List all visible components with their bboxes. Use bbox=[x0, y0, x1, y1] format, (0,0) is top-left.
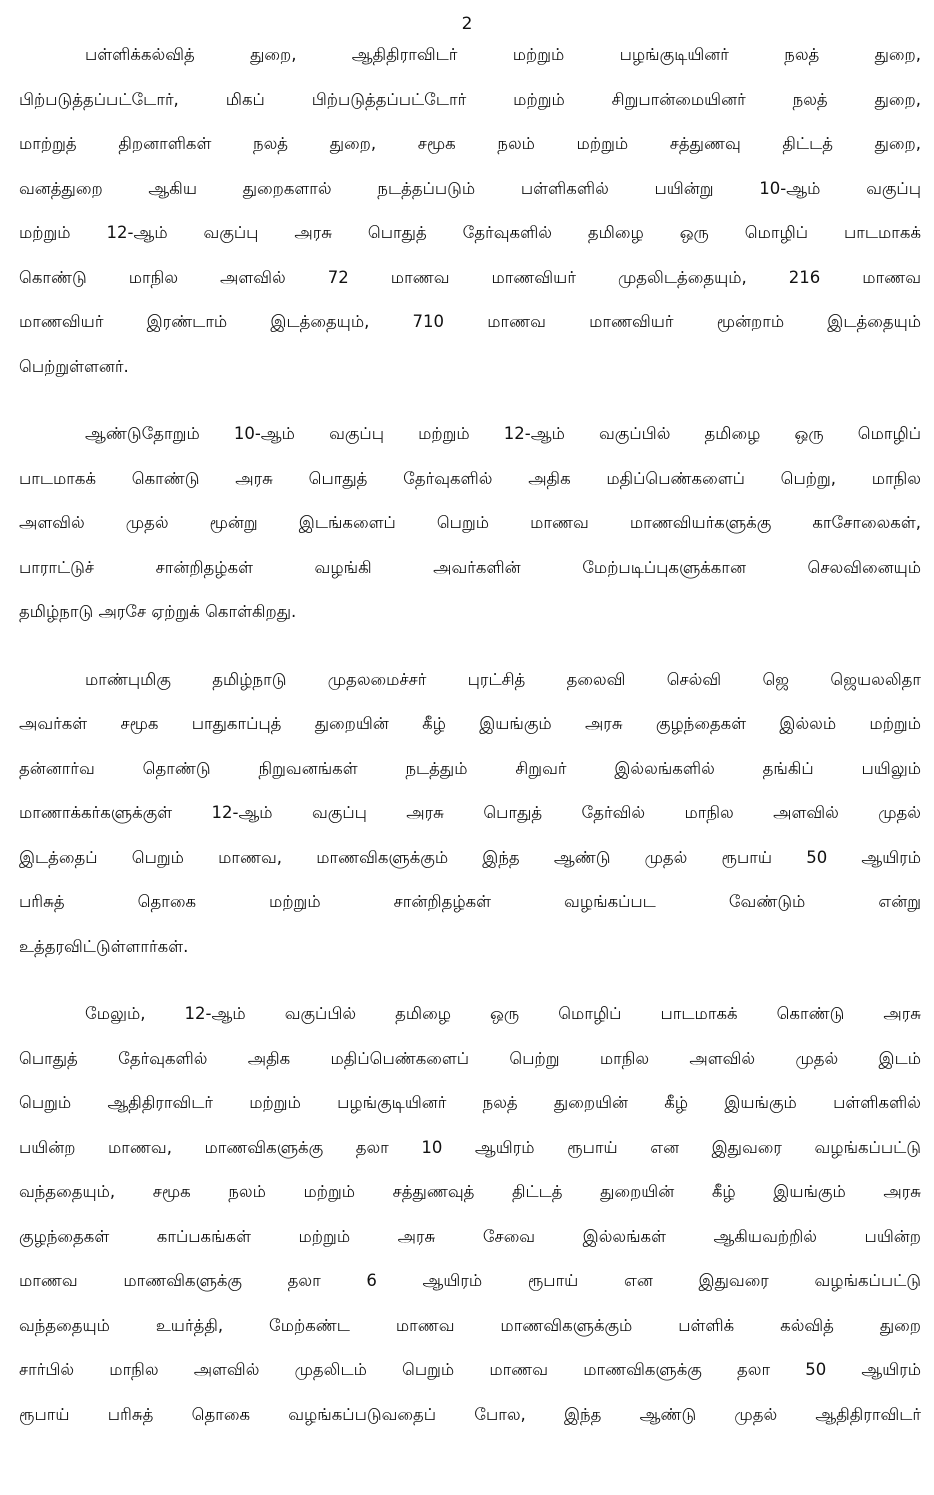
text-line: ஆண்டுதோறும் 10-ஆம் வகுப்பு மற்றும் 12-ஆம் வகுப்பில் தமிழை ஒரு மொழிப் bbox=[85, 424, 921, 443]
text-line: பாடமாகக் கொண்டு அரசு பொதுத் தேர்வுகளில் அதிக மதிப்பெண்களைப் பெற்று, மாநில bbox=[19, 468, 921, 488]
text-line: அளவில் முதல் மூன்று இடங்களைப் பெறும் மாணவ மாணவியர்களுக்கு காசோலைகள், bbox=[19, 513, 921, 532]
text-line: குழந்தைகள் காப்பகங்கள் மற்றும் அரசு சேவை இல்லங்கள் ஆகியவற்றில் பயின்ற bbox=[19, 1226, 921, 1246]
text-line: மாணவ மாணவிகளுக்கு தலா 6 ஆயிரம் ரூபாய் என இதுவரை வழங்கப்பட்டு bbox=[19, 1271, 921, 1290]
paragraph-4 bbox=[19, 992, 921, 1437]
text-line: இடத்தைப் பெறும் மாணவ, மாணவிகளுக்கும் இந்த ஆண்டு முதல் ரூபாய் 50 ஆயிரம் bbox=[19, 847, 921, 867]
text-line: பெறும் ஆதிதிராவிடர் மற்றும் பழங்குடியினர் நலத் துறையின் கீழ் இயங்கும் பள்ளிகளில் bbox=[19, 1093, 921, 1112]
text-line: பெற்றுள்ளனர். bbox=[19, 356, 129, 376]
text-line: சார்பில் மாநில அளவில் முதலிடம் பெறும் மாணவ மாணவிகளுக்கு தலா 50 ஆயிரம் bbox=[19, 1360, 921, 1379]
text-line: வனத்துறை ஆகிய துறைகளால் நடத்தப்படும் பள்ளிகளில் பயின்று 10-ஆம் வகுப்பு bbox=[19, 178, 921, 198]
paragraph-2 bbox=[19, 412, 921, 635]
page-number: 2 bbox=[461, 14, 473, 34]
document-body bbox=[19, 33, 921, 1460]
text-line: கொண்டு மாநில அளவில் 72 மாணவ மாணவியர் முதலிடத்தையும், 216 மாணவ bbox=[19, 267, 921, 287]
text-line: மற்றும் 12-ஆம் வகுப்பு அரசு பொதுத் தேர்வுகளில் தமிழை ஒரு மொழிப் பாடமாகக் bbox=[19, 223, 921, 242]
text-line: அவர்கள் சமூக பாதுகாப்புத் துறையின் கீழ் இயங்கும் அரசு குழந்தைகள் இல்லம் மற்றும் bbox=[19, 714, 921, 733]
paragraph-1 bbox=[19, 33, 921, 389]
text-line: ரூபாய் பரிசுத் தொகை வழங்கப்படுவதைப் போல, இந்த ஆண்டு முதல் ஆதிதிராவிடர் bbox=[19, 1404, 921, 1424]
text-line: பள்ளிக்கல்வித் துறை, ஆதிதிராவிடர் மற்றும் பழங்குடியினர் நலத் துறை, bbox=[85, 45, 921, 64]
text-line: பரிசுத் தொகை மற்றும் சான்றிதழ்கள் வழங்கப்பட வேண்டும் என்று bbox=[19, 892, 921, 911]
text-line: தன்னார்வ தொண்டு நிறுவனங்கள் நடத்தும் சிறுவர் இல்லங்களில் தங்கிப் பயிலும் bbox=[19, 758, 921, 778]
text-line: மாணவியர் இரண்டாம் இடத்தையும், 710 மாணவ மாணவியர் மூன்றாம் இடத்தையும் bbox=[19, 312, 921, 331]
text-line: வந்ததையும் உயர்த்தி, மேற்கண்ட மாணவ மாணவிகளுக்கும் பள்ளிக் கல்வித் துறை bbox=[19, 1315, 921, 1335]
text-line: மேலும், 12-ஆம் வகுப்பில் தமிழை ஒரு மொழிப் பாடமாகக் கொண்டு அரசு bbox=[85, 1004, 921, 1023]
text-line: வந்ததையும், சமூக நலம் மற்றும் சத்துணவுத் திட்டத் துறையின் கீழ் இயங்கும் அரசு bbox=[19, 1182, 921, 1201]
text-line: தமிழ்நாடு அரசே ஏற்றுக் கொள்கிறது. bbox=[19, 602, 297, 621]
text-line: பாராட்டுச் சான்றிதழ்கள் வழங்கி அவர்களின் மேற்படிப்புகளுக்கான செலவினையும் bbox=[19, 557, 921, 577]
text-line: பிற்படுத்தப்பட்டோர், மிகப் பிற்படுத்தப்பட்டோர் மற்றும் சிறுபான்மையினர் நலத் துறை, bbox=[19, 89, 921, 109]
text-line: மாண்புமிகு தமிழ்நாடு முதலமைச்சர் புரட்சித் தலைவி செல்வி ஜெ ஜெயலலிதா bbox=[85, 669, 921, 689]
paragraph-3 bbox=[19, 658, 921, 970]
text-line: மாணாக்கர்களுக்குள் 12-ஆம் வகுப்பு அரசு பொதுத் தேர்வில் மாநில அளவில் முதல் bbox=[19, 803, 921, 822]
text-line: மாற்றுத் திறனாளிகள் நலத் துறை, சமூக நலம் மற்றும் சத்துணவு திட்டத் துறை, bbox=[19, 134, 921, 153]
text-line: உத்தரவிட்டுள்ளார்கள். bbox=[19, 936, 189, 956]
text-line: பயின்ற மாணவ, மாணவிகளுக்கு தலா 10 ஆயிரம் ரூபாய் என இதுவரை வழங்கப்பட்டு bbox=[19, 1137, 921, 1157]
text-line: பொதுத் தேர்வுகளில் அதிக மதிப்பெண்களைப் பெற்று மாநில அளவில் முதல் இடம் bbox=[19, 1048, 921, 1068]
